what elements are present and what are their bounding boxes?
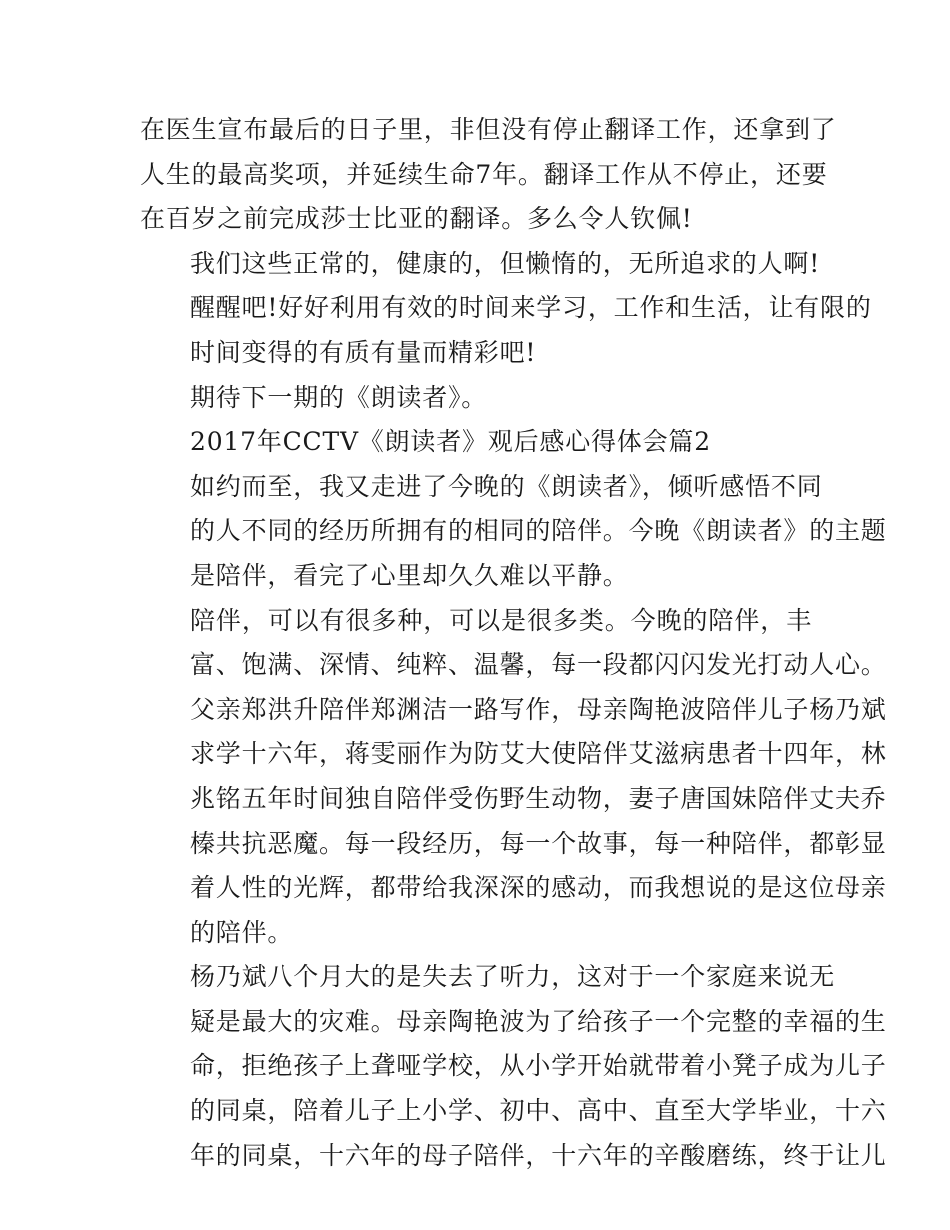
text-line: 陪伴，可以有很多种，可以是很多类。今晚的陪伴，丰: [190, 605, 812, 635]
paragraph: [140, 242, 872, 376]
paragraph: [140, 420, 812, 465]
text-line: 杨乃斌八个月大的是失去了听力，这对于一个家庭来说无: [190, 962, 836, 992]
paragraph: [140, 376, 812, 421]
text-line: 期待下一期的《朗读者》。: [190, 382, 488, 412]
paragraph: [140, 599, 887, 956]
text-line: 求学十六年，蒋雯丽作为防艾大使陪伴艾滋病患者十四年，林: [190, 739, 887, 769]
text-line: 醒醒吧!好好利用有效的时间来学习，工作和生活，让有限的: [190, 293, 872, 323]
paragraph: [140, 955, 887, 1178]
text-line: 时间变得的有质有量而精彩吧!: [190, 337, 537, 367]
document-body: [140, 108, 887, 1178]
text-line: 2017年CCTV《朗读者》观后感心得体会篇2: [190, 427, 711, 457]
text-line: 在百岁之前完成莎士比亚的翻译。多么令人钦佩!: [140, 204, 693, 234]
text-line: 的人不同的经历所拥有的相同的陪伴。今晚《朗读者》的主题: [190, 516, 887, 546]
text-line: 命，拒绝孩子上聋哑学校，从小学开始就带着小凳子成为儿子: [190, 1051, 887, 1081]
text-line: 年的同桌，十六年的母子陪伴，十六年的辛酸磨练，终于让儿: [190, 1140, 887, 1170]
text-line: 在医生宣布最后的日子里，非但没有停止翻译工作，还拿到了: [140, 115, 837, 144]
text-line: 父亲郑洪升陪伴郑渊洁一路写作，母亲陶艳波陪伴儿子杨乃斌: [190, 694, 887, 724]
text-line: 着人性的光辉，都带给我深深的感动，而我想说的是这位母亲: [190, 873, 887, 903]
paragraph: [140, 108, 837, 242]
text-line: 是陪伴，看完了心里却久久难以平静。: [190, 560, 629, 590]
text-line: 富、饱满、深情、纯粹、温馨，每一段都闪闪发光打动人心。: [190, 650, 887, 680]
text-line: 榛共抗恶魔。每一段经历，每一个故事，每一种陪伴，都彰显: [190, 828, 887, 858]
text-line: 人生的最高奖项，并延续生命7年。翻译工作从不停止，还要: [140, 159, 828, 189]
text-line: 我们这些正常的，健康的，但懒惰的，无所追求的人啊!: [190, 248, 821, 278]
text-line: 的同桌，陪着儿子上小学、初中、高中、直至大学毕业，十六: [190, 1096, 887, 1126]
text-line: 疑是最大的灾难。母亲陶艳波为了给孩子一个完整的幸福的生: [190, 1006, 887, 1036]
text-line: 兆铭五年时间独自陪伴受伤野生动物，妻子唐国妹陪伴丈夫乔: [190, 783, 887, 813]
paragraph: [140, 465, 887, 599]
text-line: 如约而至，我又走进了今晚的《朗读者》，倾听感悟不同: [190, 471, 823, 501]
text-line: 的陪伴。: [190, 917, 294, 947]
